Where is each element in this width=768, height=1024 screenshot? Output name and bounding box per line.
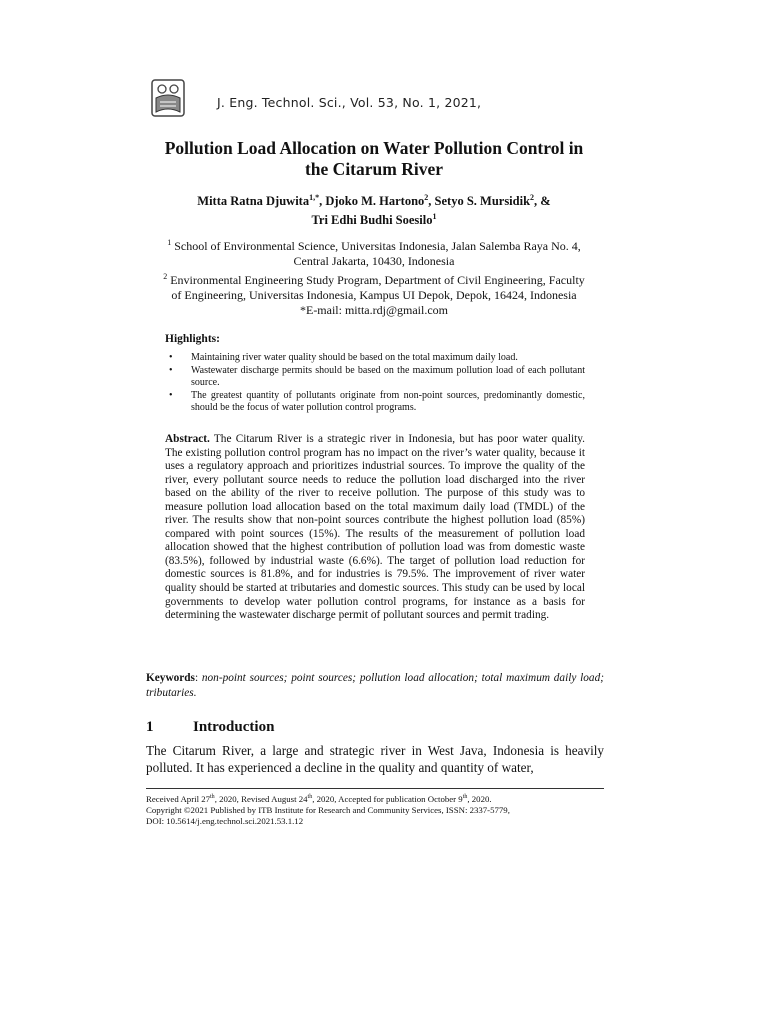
highlight-item: • Maintaining river water quality should be based on the total maximum daily load. [169,352,518,363]
bullet-icon: • [169,352,173,363]
affiliation-1-line-1: $^1$ School of Environmental Science, Universitas Indonesia, Jalan Salemba Raya No. 4, [167,238,581,253]
highlights-heading: Highlights: [165,333,220,345]
corresponding-email: *E-mail: mitta.rdj@gmail.com [299,303,449,317]
author-name: Tri Edhi Budhi Soesilo [311,213,433,228]
title-line-2: the Citarum River [304,159,444,179]
journal-logo [150,78,186,118]
abstract-text: The Citarum River is a strategic river in Indonesia, but has poor water quality. The existing pollution control program has no impact on the river’s water quality, because it uses a regulatory approach and prioritizes industrial sources. To improve the quality of the river, every pollutant source needs to reduce the pollution load discharged into the river based on the ability of the river to receive pollution. The purpose of this study was to measure pollution load allocation based on the total maximum daily load (TMDL) of the river. The results show that non-point sources contribute the highest pollution load (85%) compared with point sources (15%). The results of the measurement of pollution load allocation showed that the highest contribution of pollution load was from domestic waste (83.5%), followed by industrial waste (6.6%). The target of pollution load reduction for domestic sources is 81.8%, and for industries is 79.5%. The improvement of river water quality should be started at tributaries and domestic sources. This study can be used by local governments to develop water pollution control programs, for instance as a basis for determining the wastewater discharge permit of pollutant sources and permit trading. [165,433,585,622]
journal-citation: J. Eng. Technol. Sci., Vol. 53, No. 1, 2021, [217,95,482,110]
footer-notes [146,792,616,826]
keywords: Keywords: non-point sources; point sources; pollution load allocation; total maximum daily load; tributaries. [146,672,604,699]
copyright-line: Copyright ©2021 Published by ITB Institute for Research and Community Services, ISSN: 2337-5779, [146,804,510,815]
author-sup: 1,* [309,193,320,202]
abstract-label: Abstract. [165,433,210,445]
affiliations [132,235,616,318]
section-number: 1 [146,719,154,735]
affiliation-2-line-2: of Engineering, Universitas Indonesia, Kampus UI Depok, Depok, 16424, Indonesia [171,288,577,302]
author-name: Setyo S. Mursidik [434,194,531,209]
paper-title [120,138,628,180]
author-name: Mitta Ratna Djuwita [197,194,310,209]
author-sup: 2 [530,193,535,202]
abstract [165,433,585,623]
title-line-1: Pollution Load Allocation on Water Pollution Control in [164,138,584,158]
affiliation-2-line-1: $^2$ Environmental Engineering Study Program, Department of Civil Engineering, Faculty [163,272,585,287]
bullet-icon: • [169,364,173,376]
doi-line: DOI: 10.5614/j.eng.technol.sci.2021.53.1.12 [146,815,304,826]
highlights-list [165,352,585,415]
bullet-icon: • [169,389,173,401]
authors-line-2 [120,209,628,228]
author-list [120,190,628,228]
affiliation-1-line-2: Central Jakarta, 10430, Indonesia [293,254,455,268]
footer-divider [146,788,604,789]
keywords-text: non-point sources; point sources; pollution load allocation; total maximum daily load; tributaries. [146,672,604,699]
author-sup: 2 [424,193,429,202]
intro-paragraph: The Citarum River, a large and strategic river in West Java, Indonesia is heavily polluted. It has experienced a decline in the quality and quantity of water, [146,743,604,775]
section-title: Introduction [193,719,275,735]
keywords-label: Keywords [146,672,195,684]
authors-line-1: Mitta Ratna Djuwita$^{1,*}$, Djoko M. Hartono$^2$, Setyo S. Mursidik$^2$, & [197,193,551,209]
author-sup: 1 [432,212,437,222]
author-name: Djoko M. Hartono [325,194,425,209]
received-date: Received April 27th, 2020, Revised August 24th, 2020, Accepted for publication October 9th, 2020. [146,793,492,804]
highlight-item: • The greatest quantity of pollutants originate from non-point sources, predominantly domestic, should be the focus of water pollution control programs. [169,389,585,413]
highlight-item: • Wastewater discharge permits should be based on the maximum pollution load of each pollutant source. [169,364,585,388]
